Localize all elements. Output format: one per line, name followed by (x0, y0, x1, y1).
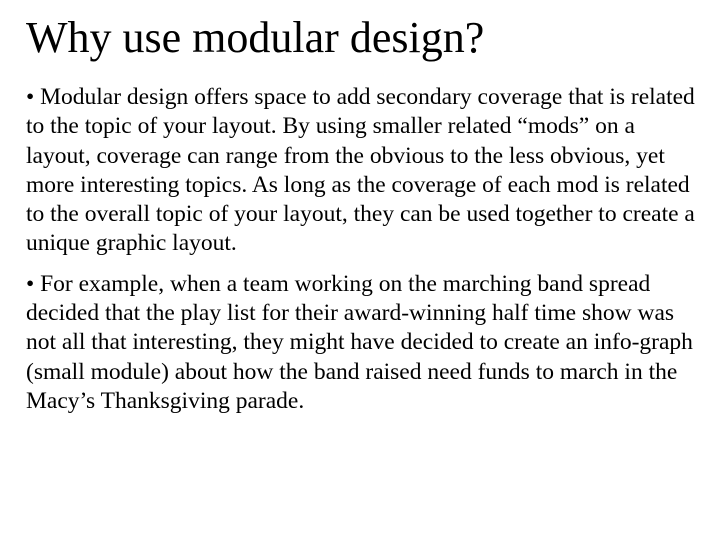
slide-title: Why use modular design? (26, 13, 485, 62)
bullet-modular-design: • Modular design offers space to add secondary coverage that is related to the topic of your layout. By using smaller related “mods” on a layout, coverage can range from the obvious to the less obvious, yet more interesting topics. As long as the coverage of each mod is related to the overall topic of your layout, they can be used together to create a unique graphic layout. (26, 84, 695, 257)
bullet-example: • For example, when a team working on the marching band spread decided that the play list for their award-winning half time show was not all that interesting, they might have decided to create an info-graph (small module) about how the band raised need funds to march in the Macy’s Thanksgiving parade. (26, 270, 693, 414)
bullet-list (26, 83, 698, 427)
